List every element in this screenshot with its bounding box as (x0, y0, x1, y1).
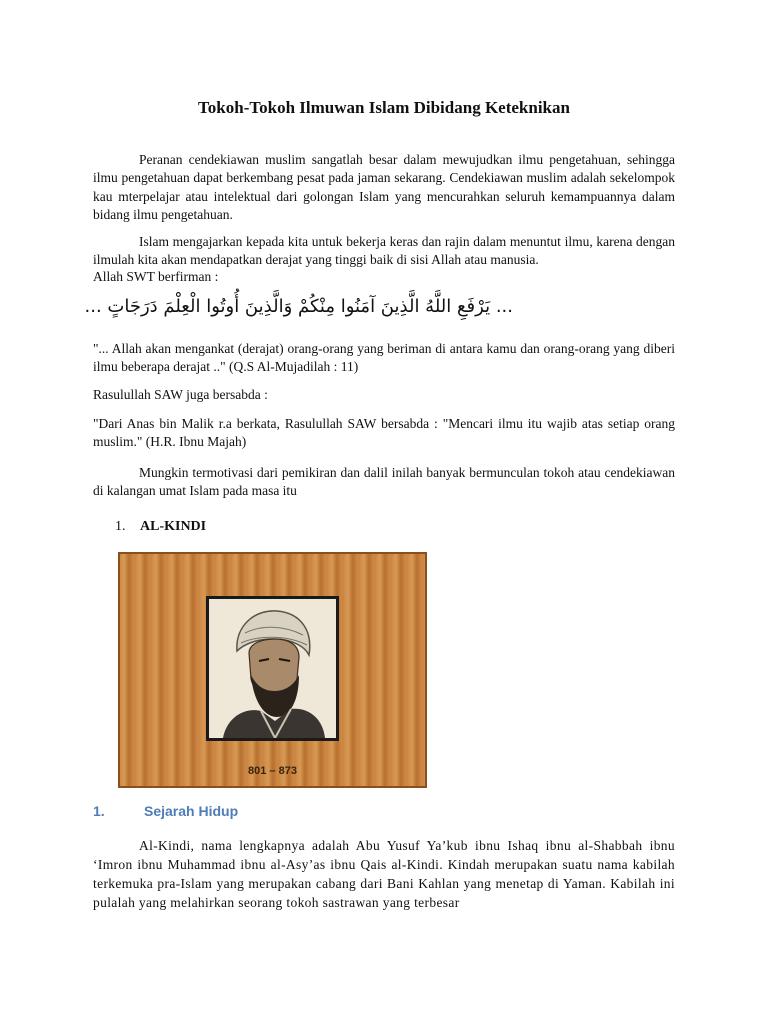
arabic-verse: ... يَرْفَعِ اللَّهُ الَّذِينَ آمَنُوا مِنْكُمْ وَالَّذِينَ أُوتُوا الْعِلْمَ دَرَجَاتٍ ... (84, 296, 513, 317)
translation-paragraph: "... Allah akan mengankat (derajat) orang-orang yang beriman di antara kamu dan orang-orang yang diberi ilmu beberapa derajat .." (Q.S Al-Mujadilah : 11) (93, 341, 675, 375)
subsection-number: 1. (93, 803, 105, 819)
section-heading: AL-KINDI (140, 519, 207, 534)
page-title: Tokoh-Tokoh Ilmuwan Islam Dibidang Keteknikan (198, 98, 570, 117)
rasulullah-line: Rasulullah SAW juga bersabda : (93, 387, 268, 402)
section-number: 1. (115, 519, 126, 534)
hadith-paragraph: "Dari Anas bin Malik r.a berkata, Rasulullah SAW bersabda : "Mencari ilmu itu wajib atas setiap orang muslim." (H.R. Ibnu Majah) (93, 416, 675, 450)
intro-paragraph: Peranan cendekiawan muslim sangatlah besar dalam mewujudkan ilmu pengetahuan, sehingga ilmu pengetahuan dapat berkembang pesat pada jaman sekarang. Cendekiawan muslim adalah sekelompok kau mterpelajar atau intelektual dari golongan Islam yang mencurahkan seluruh kemampuannya dalam bidang ilmu pengetahuan. (93, 152, 675, 222)
allah-swt-line: Allah SWT berfirman : (93, 269, 219, 284)
portrait-years: 801 – 873 (248, 765, 297, 777)
subsection-title: Sejarah Hidup (144, 803, 239, 819)
portrait-frame (118, 552, 427, 788)
islam-paragraph: Islam mengajarkan kepada kita untuk bekerja keras dan rajin dalam menuntut ilmu, karena dengan ilmulah kita akan mendapatkan derajat yang tinggi baik di sisi Allah atau manusia. (93, 234, 675, 268)
motivation-paragraph: Mungkin termotivasi dari pemikiran dan dalil inilah banyak bermunculan tokoh atau cendekiawan di kalangan umat Islam pada masa itu (93, 465, 675, 499)
biography-paragraph: Al-Kindi, nama lengkapnya adalah Abu Yusuf Ya’kub ibnu Ishaq ibnu al-Shabbah ibnu ‘Imron ibnu Muhammad ibnu al-Asy’as ibnu Qais al-Kindi. Kindah merupakan suatu nama kabilah terkemuka pra-Islam yang merupakan cabang dari Bani Kahlan yang menetap di Yaman. Kabilah ini pulalah yang melahirkan seorang tokoh sastrawan yang terbesar (93, 838, 675, 910)
portrait-image (206, 596, 339, 741)
portrait-illustration (209, 599, 336, 738)
